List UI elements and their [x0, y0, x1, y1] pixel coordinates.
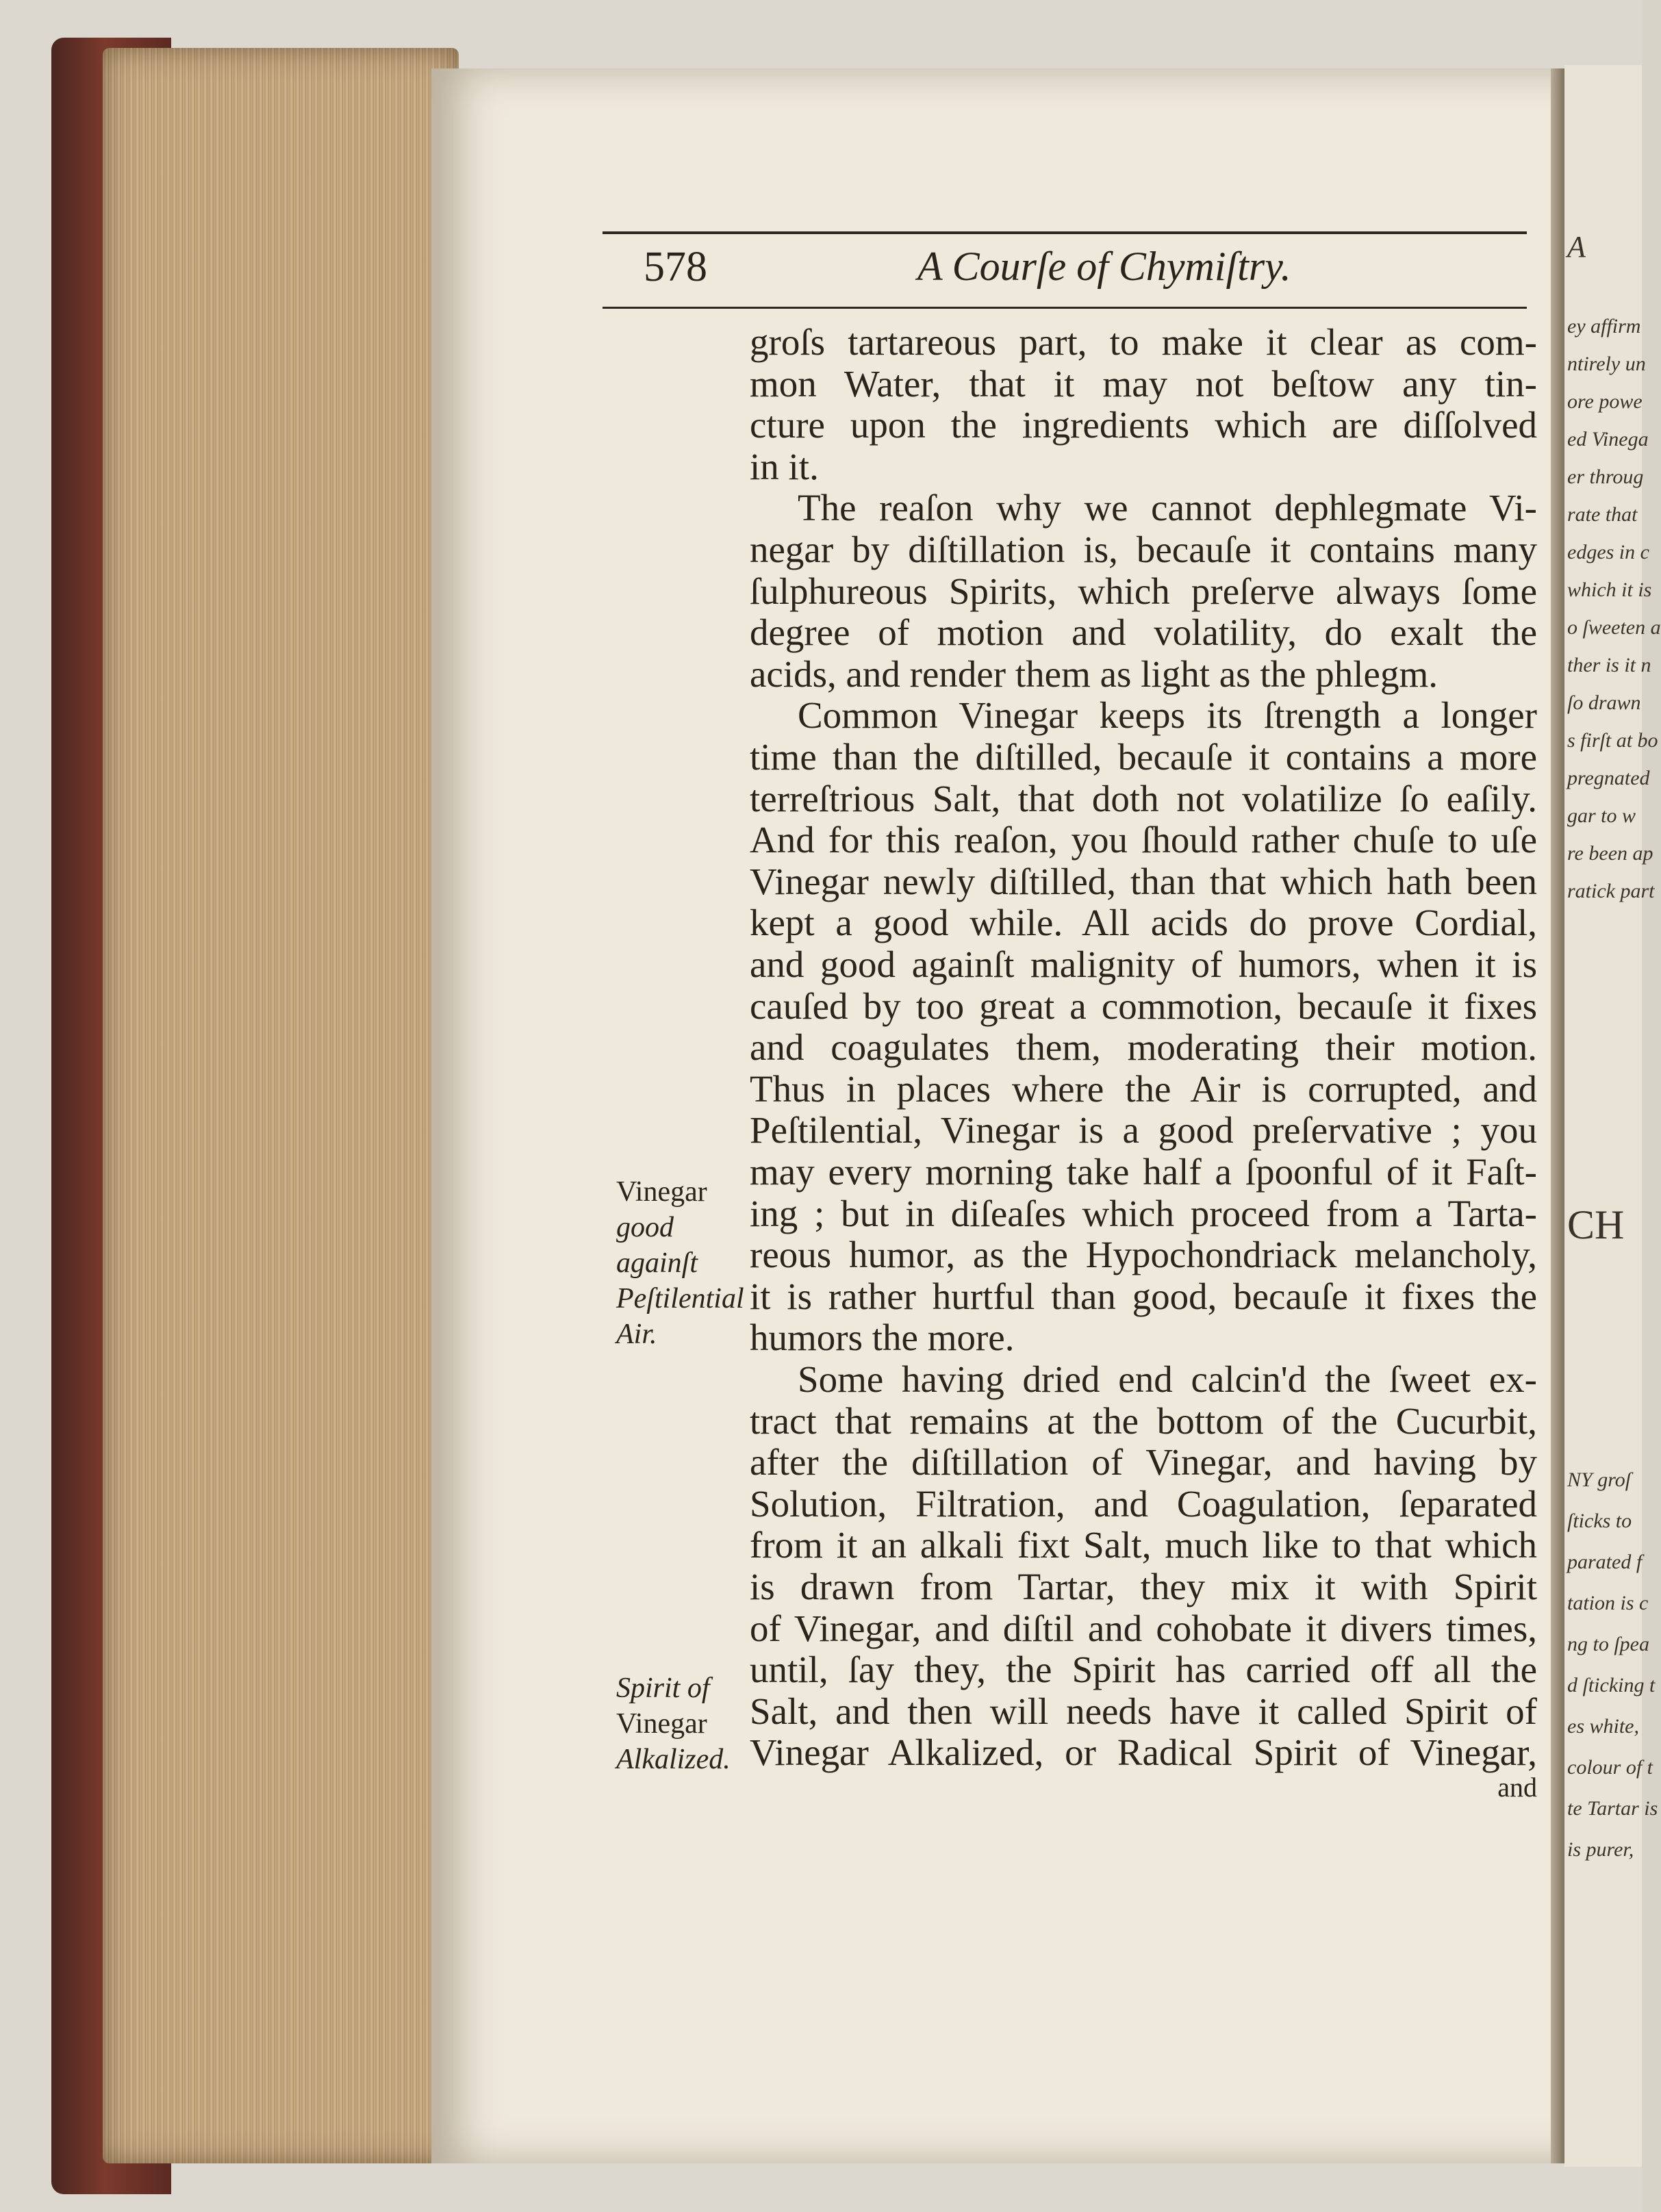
facing-fragment: is purer,	[1567, 1838, 1634, 1861]
body-line: ing ; but in diſeaſes which proceed from a Tarta-	[750, 1192, 1537, 1234]
facing-fragment: tation is c	[1567, 1592, 1649, 1614]
body-line: in it.	[750, 445, 819, 487]
body-line: And for this reaſon, you ſhould rather chuſe to uſe	[750, 819, 1537, 861]
facing-fragment: ratick part	[1567, 880, 1655, 902]
page-edges	[103, 48, 459, 2163]
body-line: degree of motion and volatility, do exalt the	[750, 611, 1537, 654]
facing-fragment: es white,	[1567, 1715, 1639, 1738]
sidenote-line: Peſtilential	[616, 1283, 744, 1314]
body-line: Vinegar newly diſtilled, than that which hath been	[750, 860, 1537, 902]
page-number: 578	[644, 244, 707, 290]
body-line: reous humor, as the Hypochondriack melancholy,	[750, 1234, 1537, 1276]
facing-fragment: ntirely un	[1567, 353, 1646, 375]
body-line: and good againſt malignity of humors, when it is	[750, 943, 1537, 985]
sidenote-line: Vinegar	[616, 1176, 707, 1208]
facing-fragment: ſticks to	[1567, 1510, 1632, 1532]
facing-fragment: d ſticking t	[1567, 1674, 1656, 1696]
body-line: Some having dried end calcin'd the ſweet ex-	[798, 1358, 1537, 1400]
facing-fragment: ther is it n	[1567, 654, 1651, 676]
facing-fragment: NY groſ	[1567, 1469, 1632, 1491]
facing-fragment: te Tartar is	[1567, 1797, 1658, 1820]
body-line: Peſtilential, Vinegar is a good preſervative ; you	[750, 1109, 1537, 1152]
body-line: Thus in places where the Air is corrupted, and	[750, 1067, 1537, 1110]
facing-fragment: s firſt at bo	[1567, 729, 1658, 752]
facing-fragment: CH	[1567, 1202, 1625, 1247]
sidenote-vinegar-pestilential	[616, 1174, 746, 1352]
body-line: Vinegar Alkalized, or Radical Spirit of Vinegar,	[750, 1731, 1537, 1774]
body-line: Solution, Filtration, and Coagulation, ſeparated	[750, 1482, 1537, 1525]
body-line: cture upon the ingredients which are diſſolved	[750, 404, 1537, 446]
sidenote-line: Alkalized.	[616, 1744, 731, 1775]
facing-fragment: parated f	[1567, 1551, 1643, 1573]
facing-page	[1564, 65, 1661, 2167]
body-line: negar by diſtillation is, becauſe it contains many	[750, 529, 1537, 570]
body-line: acids, and render them as light as the phlegm.	[750, 652, 1438, 695]
body-line: may every morning take half a ſpoonful of it Faſt-	[750, 1151, 1537, 1193]
body-line: mon Water, that it may not beſtow any tin-	[750, 362, 1537, 405]
body-line: after the diſtillation of Vinegar, and having by	[750, 1441, 1537, 1484]
sidenote-line: good againſt	[616, 1212, 698, 1279]
body-line: tract that remains at the bottom of the Cucurbit,	[750, 1399, 1537, 1442]
header-rule-bottom	[603, 307, 1527, 309]
body-line: of Vinegar, and diſtil and cohobate it divers times,	[750, 1607, 1537, 1649]
body-line: kept a good while. All acids do prove Cordial,	[750, 902, 1537, 944]
body-line: Salt, and then will needs have it called Spirit of	[750, 1690, 1537, 1732]
sidenote-line: Vinegar	[616, 1708, 707, 1740]
header-rule-top	[603, 231, 1527, 234]
body-line: terreſtrious Salt, that doth not volatilize ſo eaſily.	[750, 777, 1537, 819]
body-line: and coagulates them, moderating their motion.	[750, 1026, 1537, 1069]
facing-fragment: ſo drawn	[1567, 691, 1641, 714]
facing-fragment: re been ap	[1567, 842, 1653, 865]
sidenote-line: Spirit of	[616, 1673, 710, 1704]
body-line: until, ſay they, the Spirit has carried off all the	[750, 1649, 1537, 1691]
facing-fragment: ey affirm	[1567, 315, 1641, 338]
body-line: The reaſon why we cannot dephlegmate Vi-	[798, 487, 1537, 529]
body-line: ſulphureous Spirits, which preſerve always ſome	[750, 570, 1537, 612]
facing-fragment: ed Vinega	[1567, 428, 1649, 450]
facing-fragment: o ſweeten a	[1567, 616, 1661, 639]
facing-fragment: gar to w	[1567, 804, 1636, 827]
body-line: from it an alkali fixt Salt, much like to that which	[750, 1524, 1537, 1566]
body-line: it is rather hurtful than good, becauſe it fixes the	[750, 1275, 1537, 1317]
facing-fragment: er throug	[1567, 466, 1644, 488]
facing-fragment: ore powe	[1567, 390, 1643, 413]
facing-fragment: colour of t	[1567, 1756, 1653, 1779]
body-line: Common Vinegar keeps its ſtrength a longer	[798, 694, 1537, 737]
body-line: cauſed by too great a commotion, becauſe it fixes	[750, 984, 1537, 1027]
facing-fragment: edges in c	[1567, 541, 1649, 563]
book-gutter	[1551, 68, 1564, 2163]
facing-fragment: rate that	[1567, 503, 1638, 526]
facing-fragment: A	[1567, 230, 1586, 264]
body-line: time than the diſtilled, becauſe it contains a more	[750, 736, 1537, 778]
sidenote-line: Air.	[616, 1319, 657, 1350]
body-line: groſs tartareous part, to make it clear as com-	[750, 321, 1537, 363]
running-head	[603, 243, 1534, 291]
sidenote-spirit-alkalized	[616, 1670, 746, 1777]
facing-fragment: pregnated	[1567, 767, 1650, 789]
body-line: is drawn from Tartar, they mix it with Spirit	[750, 1566, 1537, 1607]
facing-fragment: ng to ſpea	[1567, 1633, 1649, 1655]
running-title: A Courſe of Chymiſtry.	[917, 244, 1291, 289]
body-line: humors the more.	[750, 1317, 1015, 1359]
facing-fragment: which it is	[1567, 579, 1652, 601]
catchword: and	[1497, 1772, 1537, 1803]
